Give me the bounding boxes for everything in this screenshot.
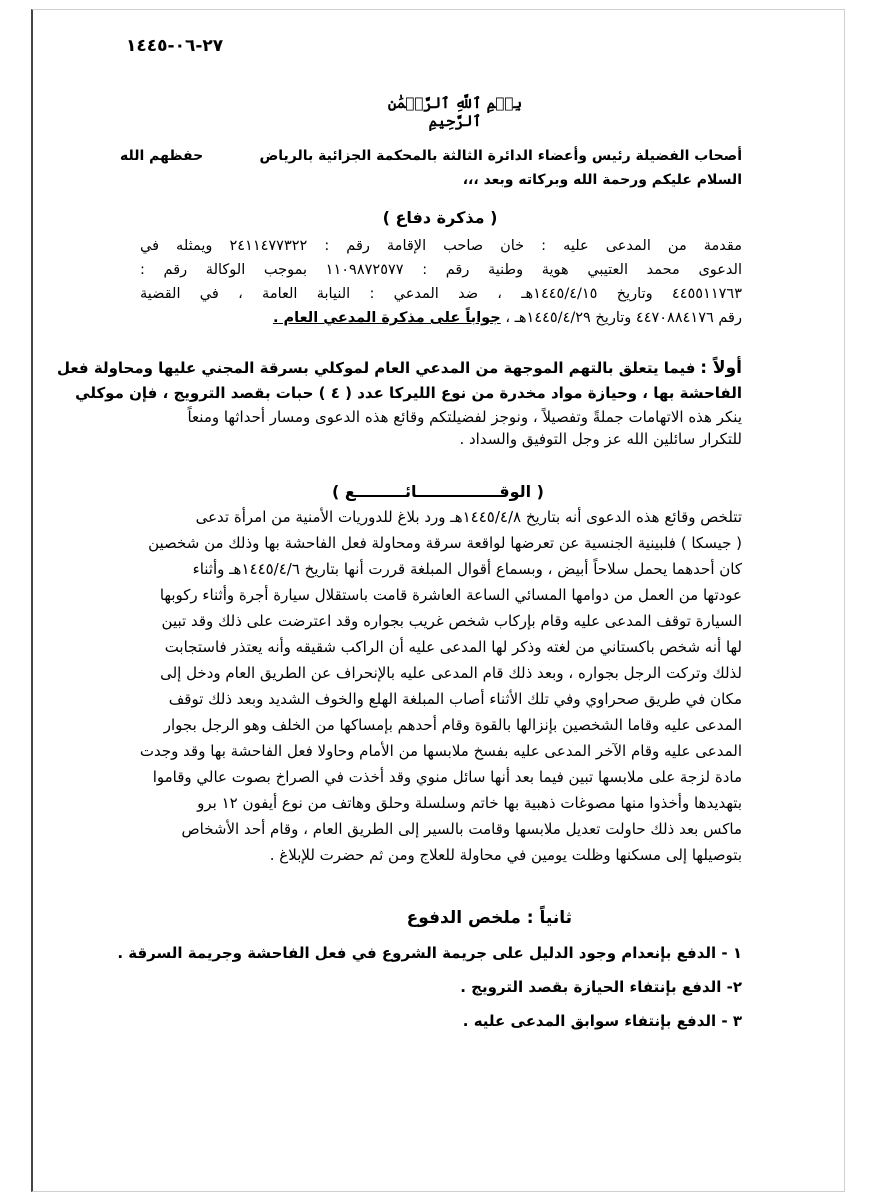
facts-line-2: ( جيسكا ) فلبينية الجنسية عن تعرضها لواقعة سرقة ومحاولة فعل الفاحشة بها وذلك من شخصين (148, 534, 742, 552)
facts-line-10: المدعى عليه وقام الآخر المدعى عليه بفسخ ملابسها من الأمام وحاولا فعل الفاحشة بها وقد وجدت (139, 742, 742, 760)
facts-line-3: كان أحدهما يحمل سلاحاً أبيض ، وبسماع أقوال المبلغة قررت أنها بتاريخ ١٤٤٥/٤/٦هـ وأثناء (192, 560, 742, 578)
facts-line-14: بتوصيلها إلى مسكنها وظلت يومين في محاولة للعلاج ومن ثم حضرت للإبلاغ . (269, 846, 742, 864)
first-section-text-1: فيما يتعلق بالتهم الموجهة من المدعي العام لموكلي بسرقة المجني عليها ومحاولة فعل (56, 359, 696, 377)
facts-line-1: تتلخص وقائع هذه الدعوى أنه بتاريخ ١٤٤٥/٤/٨هـ ورد بلاغ للدوريات الأمنية من امرأة تدعى (195, 508, 742, 526)
defense-item-3: ٣ - الدفع بإنتفاء سوابق المدعى عليه . (462, 1012, 742, 1030)
intro-line-4-text: رقم ٤٤٧٠٨٨٤١٧٦ وتاريخ ١٤٤٥/٤/٢٩هـ ، (505, 310, 742, 326)
facts-line-9: المدعى عليه وقاما الشخصين بإنزالها بالقوة وقام أحدهم بإمساكها من الخلف وهو الرجل بجوار (163, 716, 742, 734)
facts-line-4: عودتها من العمل من دوامها المسائي الساعة العاشرة قامت باستقلال سيارة أجرة وأثناء ركوبها (159, 586, 742, 604)
facts-title: ( الوقـــــــــــــــائـــــــــع ) (332, 482, 544, 501)
facts-line-13: ماكس بعد ذلك حاولت تعديل ملابسها وقامت بالسير إلى الطريق العام ، وقام أحد الأشخاص (181, 820, 742, 838)
first-section-line-1 (57, 358, 742, 378)
first-section-label: أولاً : (700, 358, 742, 378)
facts-line-8: مكان في طريق صحراوي وفي تلك الأثناء أصاب المبلغة الهلع والخوف الشديد وبعد ذلك توقف (168, 690, 742, 708)
honorific: حفظهم الله (120, 148, 204, 164)
facts-line-11: مادة لزجة على ملابسها تبين فيما بعد أنها سائل منوي وقد أخذت في الصراخ بصوت عالي وقاموا (152, 768, 742, 786)
recipient-line: أصحاب الفضيلة رئيس وأعضاء الدائرة الثالثة بالمحكمة الجزائية بالرياض (259, 148, 742, 164)
first-section-line-3: ينكر هذه الاتهامات جملةً وتفصيلاً ، ونوجز لفضيلتكم وقائع هذه الدعوى ومسار أحداثها ومنعاً (187, 408, 742, 426)
memo-title: ( مذكرة دفاع ) (382, 208, 498, 227)
facts-line-12: بتهديدها وأخذوا منها مصوغات ذهبية بها خاتم وسلسلة وحلق وهاتف من نوع أيفون ١٢ برو (197, 794, 742, 812)
defense-item-2: ٢- الدفع بإنتفاء الحيازة بقصد الترويج . (460, 978, 742, 996)
intro-line-3: ٤٤٥٥١١٧٦٣ وتاريخ ١٤٤٥/٤/١٥هـ ، ضد المدعي : النيابة العامة ، في القضية (140, 286, 742, 302)
greeting-line: السلام عليكم ورحمة الله وبركاته وبعد ،،، (462, 172, 742, 188)
intro-line-4 (273, 310, 742, 326)
first-section-line-4: للتكرار سائلين الله عز وجل التوفيق والسداد . (459, 430, 742, 448)
intro-reply-phrase: جواباً على مذكرة المدعي العام . (272, 310, 501, 326)
first-section-line-2: الفاحشة بها ، وحيازة مواد مخدرة من نوع الليركا عدد ( ٤ ) حبات بقصد الترويج ، فإن موكلي (75, 384, 742, 402)
facts-line-6: لها أنه شخص باكستاني من لغته وذكر لها المدعى عليه أن الراكب شقيقه وأنه يعتذر فاستجابت (164, 638, 742, 656)
intro-line-1: مقدمة من المدعى عليه : خان صاحب الإقامة رقم : ٢٤١١٤٧٧٣٢٢ ويمثله في (140, 238, 742, 254)
facts-line-7: لذلك وتركت الرجل بجواره ، وبعد ذلك قام المدعى عليه بالإنحراف عن الطريق العام ودخل إلى (160, 664, 742, 682)
intro-line-2: الدعوى محمد العتيبي هوية وطنية رقم : ١١٠٩٨٧٢٥٧٧ بموجب الوكالة رقم : (140, 262, 742, 278)
basmala: بِسۡمِ ٱللَّهِ ٱلرَّحۡمَٰنِ ٱلرَّحِيمِ (387, 94, 523, 130)
second-section-title: ثانياً : ملخص الدفوع (406, 908, 572, 928)
defense-item-1: ١ - الدفع بإنعدام وجود الدليل على جريمة الشروع في فعل الفاحشة وجريمة السرقة . (117, 944, 742, 962)
document-number: ٢٧-٠٦-١٤٤٥ (126, 36, 224, 56)
facts-line-5: السيارة توقف المدعى عليه وقام بإركاب شخص غريب بجواره وقد اعترضت على ذلك وقد تبين (161, 612, 742, 630)
